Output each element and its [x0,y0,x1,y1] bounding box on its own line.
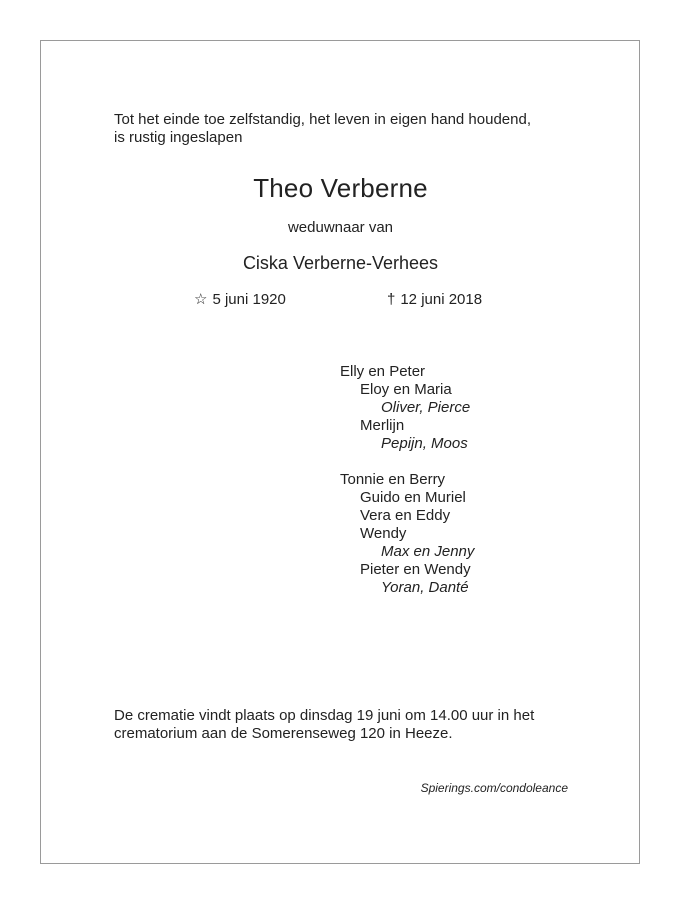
family-great-grandchild: Pepijn, Moos [381,435,468,452]
cremation-line: crematorium aan de Somerenseweg 120 in Heeze. [114,725,453,742]
cremation-line: De crematie vindt plaats op dinsdag 19 juni om 14.00 uur in het [114,707,535,724]
family-grandchild: Wendy [360,525,407,542]
birth-date-text: 5 juni 1920 [212,291,286,308]
family-great-grandchild: Yoran, Danté [381,579,469,596]
relation-text: weduwnaar van [287,219,394,236]
family-great-grandchild: Oliver, Pierce [381,399,471,416]
birth-date [194,291,286,309]
intro-line: Tot het einde toe zelfstandig, het leven in eigen hand houdend, [114,111,531,128]
cross-icon: † [387,291,396,308]
family-grandchild: Eloy en Maria [360,381,452,398]
death-date [387,291,482,309]
family-grandchild: Merlijn [360,417,405,434]
condolence-website: Spierings.com/condoleance [420,781,568,795]
death-date-text: 12 juni 2018 [400,291,483,308]
family-list [340,363,474,597]
family-gap [340,453,474,471]
family-grandchild: Guido en Muriel [360,489,466,506]
intro-line: is rustig ingeslapen [114,129,243,146]
spouse-name: Ciska Verberne-Verhees [242,253,439,273]
family-great-grandchild: Max en Jenny [381,543,475,560]
deceased-name: Theo Verberne [253,173,428,203]
star-icon: ☆ [194,291,208,308]
intro-text [114,111,584,147]
family-child: Elly en Peter [340,363,426,380]
family-grandchild: Vera en Eddy [360,507,451,524]
family-grandchild: Pieter en Wendy [360,561,471,578]
family-child: Tonnie en Berry [340,471,446,488]
cremation-info [114,707,584,743]
